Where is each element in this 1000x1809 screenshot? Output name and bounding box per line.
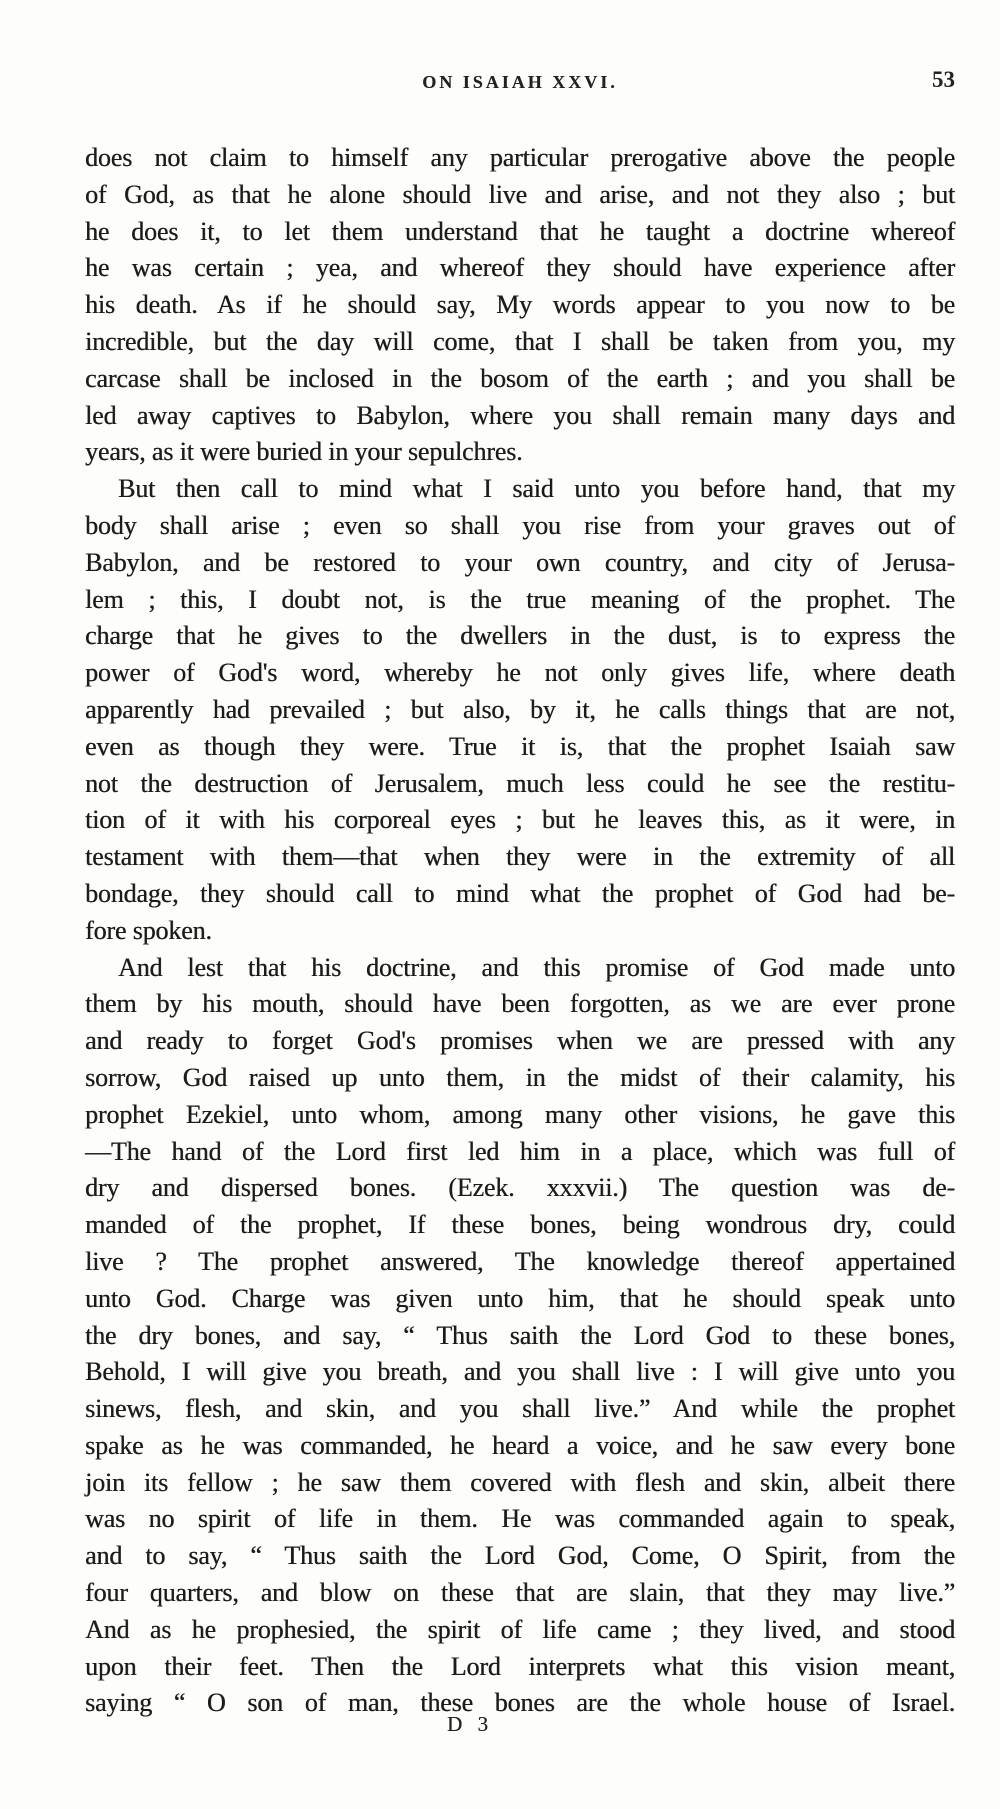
text-line: saying “ O son of man, these bones are the whole house of Israel. <box>85 1688 955 1718</box>
text-line: upon their feet. Then the Lord interprets what this vision meant, <box>85 1651 955 1681</box>
text-line: he does it, to let them understand that he taught a doctrine whereof <box>85 216 955 246</box>
text-line: spake as he was commanded, he heard a voice, and he saw every bone <box>85 1430 955 1460</box>
text-line: fore spoken. <box>85 915 212 945</box>
text-line: sorrow, God raised up unto them, in the midst of their calamity, his <box>85 1062 955 1092</box>
text-line: incredible, but the day will come, that I shall be taken from you, my <box>85 326 955 356</box>
text-line: power of God's word, whereby he not only gives life, where death <box>85 658 955 688</box>
text-line: and to say, “ Thus saith the Lord God, Come, O Spirit, from the <box>85 1541 955 1571</box>
signature-mark: D 3 <box>447 1712 493 1736</box>
page-body-text <box>85 140 955 1722</box>
text-line: lem ; this, I doubt not, is the true meaning of the prophet. The <box>85 584 955 614</box>
text-line: unto God. Charge was given unto him, that he should speak unto <box>85 1283 955 1313</box>
text-line: was no spirit of life in them. He was commanded again to speak, <box>85 1504 955 1534</box>
text-line: he was certain ; yea, and whereof they should have experience after <box>85 253 955 283</box>
running-title: ON ISAIAH XXVI. <box>422 72 618 92</box>
page-number: 53 <box>932 67 955 92</box>
text-line: apparently had prevailed ; but also, by it, he calls things that are not, <box>85 694 955 724</box>
text-line: carcase shall be inclosed in the bosom of the earth ; and you shall be <box>85 363 955 393</box>
text-line: manded of the prophet, If these bones, being wondrous dry, could <box>85 1210 955 1240</box>
text-line: But then call to mind what I said unto you before hand, that my <box>118 474 955 504</box>
text-line: of God, as that he alone should live and arise, and not they also ; but <box>85 179 955 209</box>
text-line: not the destruction of Jerusalem, much less could he see the restitu- <box>85 768 955 798</box>
text-line: testament with them—that when they were in the extremity of all <box>85 842 955 872</box>
text-line: live ? The prophet answered, The knowledge thereof appertained <box>85 1246 955 1276</box>
text-line: led away captives to Babylon, where you shall remain many days and <box>85 400 955 430</box>
text-line: even as though they were. True it is, that the prophet Isaiah saw <box>85 731 955 761</box>
text-line: charge that he gives to the dwellers in the dust, is to express the <box>85 621 955 651</box>
text-line: the dry bones, and say, “ Thus saith the Lord God to these bones, <box>85 1320 955 1350</box>
text-line: does not claim to himself any particular prerogative above the people <box>85 143 955 172</box>
text-line: dry and dispersed bones. (Ezek. xxxvii.) The question was de- <box>85 1173 955 1203</box>
text-line: and ready to forget God's promises when we are pressed with any <box>85 1026 955 1056</box>
page-header <box>85 67 955 102</box>
text-line: join its fellow ; he saw them covered with flesh and skin, albeit there <box>85 1467 955 1497</box>
text-line: four quarters, and blow on these that are slain, that they may live.” <box>85 1578 955 1608</box>
text-line: bondage, they should call to mind what the prophet of God had be- <box>85 878 955 908</box>
text-line: tion of it with his corporeal eyes ; but he leaves this, as it were, in <box>85 805 955 835</box>
text-line: sinews, flesh, and skin, and you shall live.” And while the prophet <box>85 1394 955 1424</box>
text-line: prophet Ezekiel, unto whom, among many other visions, he gave this <box>85 1099 955 1129</box>
text-line: them by his mouth, should have been forgotten, as we are ever prone <box>85 989 955 1019</box>
text-line: his death. As if he should say, My words appear to you now to be <box>85 290 955 320</box>
text-line: And as he prophesied, the spirit of life came ; they lived, and stood <box>85 1614 955 1644</box>
text-line: Behold, I will give you breath, and you shall live : I will give unto you <box>85 1357 955 1387</box>
text-line: —The hand of the Lord first led him in a place, which was full of <box>85 1136 955 1166</box>
text-line: And lest that his doctrine, and this promise of God made unto <box>118 952 955 982</box>
text-line: years, as it were buried in your sepulchres. <box>85 437 523 467</box>
text-line: Babylon, and be restored to your own country, and city of Jerusa- <box>85 547 955 577</box>
text-line: body shall arise ; even so shall you rise from your graves out of <box>85 510 955 540</box>
